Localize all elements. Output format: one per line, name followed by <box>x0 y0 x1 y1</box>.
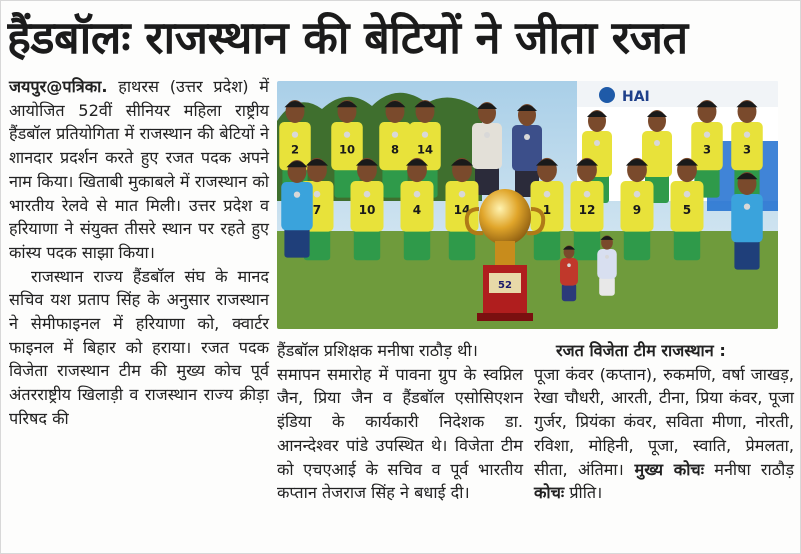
banner-text: HAI <box>622 89 650 105</box>
dateline: जयपुर@पत्रिका. <box>9 77 108 96</box>
article-column-1 <box>9 75 269 431</box>
column-2-paragraph-1: हैंडबॉल प्रशिक्षक मनीषा राठौड़ थी। <box>277 341 478 360</box>
headline: हैंडबॉलः राजस्थान की बेटियों ने जीता रजत <box>7 11 688 64</box>
jersey-number: 9 <box>632 203 642 217</box>
jersey-number: 7 <box>312 203 322 217</box>
jersey-number: 10 <box>358 203 376 217</box>
roster-list: पूजा कंवर (कप्तान), रुकमणि, वर्षा जाखड़, रेखा चौधरी, आरती, टीना, प्रिया कंवर, पूजा गुर्जर, प्रियंका कंवर, सविता मीणा, नोरती, रविशा, मोहिनी, पूजा, स्वाति, प्रेमलता, सीता, अंतिमा। <box>534 364 794 479</box>
head-coach-label: मुख्य कोचः <box>623 459 704 479</box>
jersey-number: 1 <box>542 203 552 217</box>
jersey-number: 14 <box>453 203 471 217</box>
paragraph-1 <box>9 75 269 265</box>
hai-logo-icon <box>599 87 615 103</box>
jersey-number: 14 <box>416 142 434 157</box>
head-coach-name: मनीषा राठौड़ <box>704 459 795 479</box>
article-column-3 <box>534 339 794 505</box>
jersey-number: 10 <box>338 142 356 157</box>
article-column-2 <box>277 339 523 505</box>
coach-name: प्रीति। <box>564 483 603 503</box>
team-photo-illustration <box>277 81 778 329</box>
jersey-number: 12 <box>578 203 596 217</box>
jersey-number: 5 <box>682 203 692 217</box>
jersey-number: 3 <box>702 142 712 157</box>
jersey-number: 2 <box>290 142 300 157</box>
coach-label: कोचः <box>534 483 565 503</box>
jersey-number: 8 <box>390 142 400 157</box>
jersey-number: 4 <box>412 203 422 217</box>
paragraph-2: राजस्थान राज्य हैंडबॉल संघ के मानद सचिव यश प्रताप सिंह के अनुसार राजस्थान ने सेमीफाइनल में हरियाणा को, क्वार्टर फाइनल में बिहार को हराया। रजत पदक विजेता राजस्थान टीम की मुख्य कोच पूर्व अंतरराष्ट्रीय खिलाड़ी व राजस्थान राज्य क्रीड़ा परिषद की <box>9 266 269 428</box>
column-2-paragraph-2: समापन समारोह में पावना ग्रुप के स्वप्निल जैन, प्रिया जैन व हैंडबॉल एसोसिएशन इंडिया के कार्यकारी निदेशक डा. आनन्देश्वर पांडे उपस्थित थे। विजेता टीम को एचएआई के सचिव व पूर्व भारतीय कप्तान तेजराज सिंह ने बधाई दी। <box>277 364 523 503</box>
roster-subhead: रजत विजेता टीम राजस्थान : <box>556 341 726 360</box>
team-photo <box>277 81 778 329</box>
paragraph-1-text: हाथरस (उत्तर प्रदेश) में आयोजित 52वीं सीनियर महिला राष्ट्रीय हैंडबॉल प्रतियोगिता में राजस्थान की बेटियों ने शानदार प्रदर्शन करते हुए रजत पदक अपने नाम किया। खिताबी मुकाबले में राजस्थान को भारतीय रेलवे से मात मिली। उत्तर प्रदेश व हरियाणा ने संयुक्त तीसरे स्थान पर रहते हुए कांस्य पदक साझा किया। <box>9 77 269 262</box>
trophy-label: 52 <box>498 280 512 291</box>
jersey-number: 3 <box>742 142 752 157</box>
